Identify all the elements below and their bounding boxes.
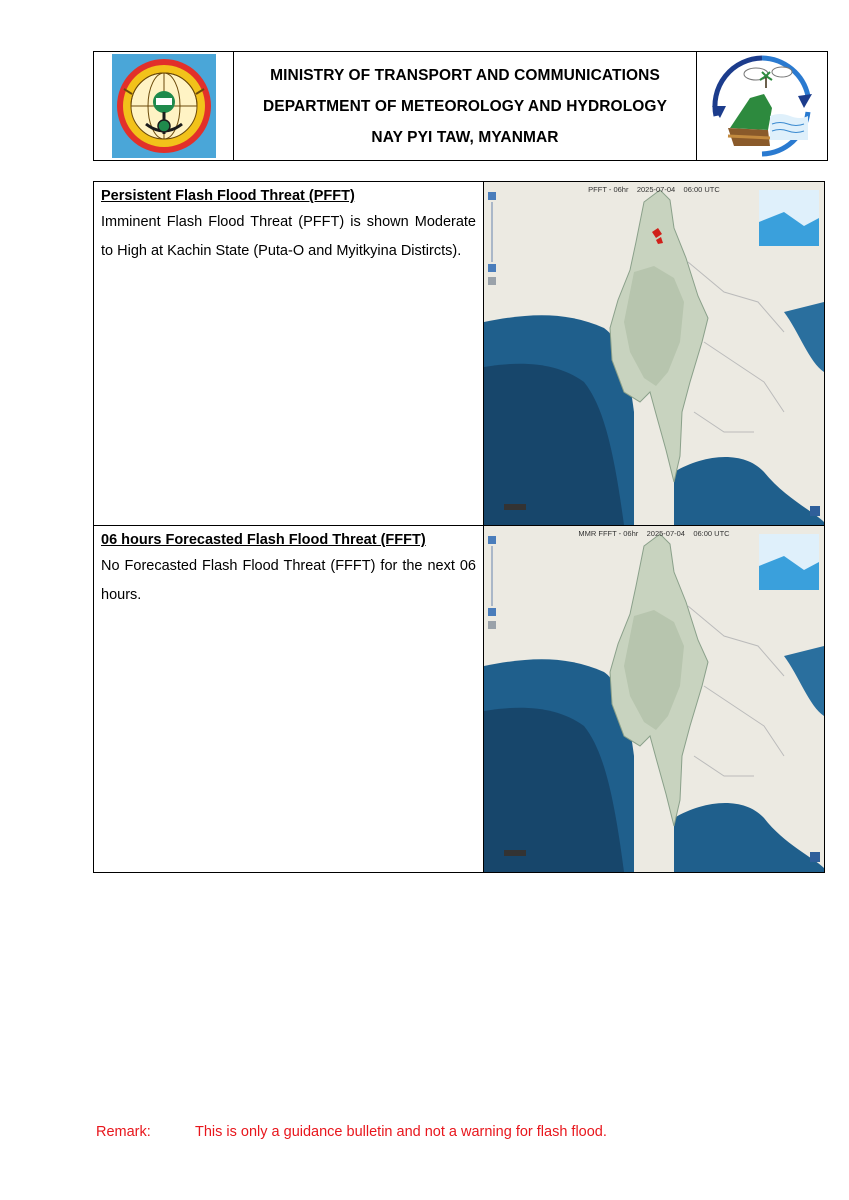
ffft-text-cell [94,526,484,872]
ffft-map-image [484,526,824,872]
bulletin-table [93,181,825,873]
ffft-map-title [484,529,824,538]
letterhead [93,51,828,161]
pfft-text-cell [94,182,484,525]
pfft-map-title [484,185,824,194]
pfft-heading: Persistent Flash Flood Threat (PFFT) [101,188,355,204]
ffft-row [94,526,824,872]
ffft-map-product: MMR FFFT - 06hr [578,529,639,538]
pfft-description: Imminent Flash Flood Threat (PFFT) is shown Moderate to High at Kachin State (Puta-O and Myitkyina Distircts). [101,214,476,259]
pfft-map[interactable] [484,182,824,525]
ministry-emblem-icon [112,54,216,158]
letterhead-title [234,52,696,160]
remark-label: Remark: [96,1124,151,1140]
remark-text: This is only a guidance bulletin and not a warning for flash flood. [195,1124,607,1140]
ministry-logo-cell [94,52,234,160]
pfft-row [94,182,824,526]
department-logo-cell [696,52,827,160]
remark [96,1124,607,1140]
pfft-map-time: 06:00 UTC [683,185,720,194]
department-name: DEPARTMENT OF METEOROLOGY AND HYDROLOGY [262,97,668,115]
ministry-name: MINISTRY OF TRANSPORT AND COMMUNICATIONS [270,66,660,84]
pfft-map-product: PFFT - 06hr [588,185,629,194]
location: NAY PYI TAW, MYANMAR [371,128,559,146]
ffft-map-date: 2025-07-04 [646,529,685,538]
pfft-map-date: 2025-07-04 [636,185,676,194]
ffft-map[interactable] [484,526,824,872]
pfft-map-image [484,182,824,525]
ffft-heading: 06 hours Forecasted Flash Flood Threat (FFFT) [101,532,426,548]
ffft-description: No Forecasted Flash Flood Threat (FFFT) for the next 06 hours. [101,558,476,603]
hydrology-cycle-icon [710,54,814,158]
ffft-map-time: 06:00 UTC [693,529,730,538]
